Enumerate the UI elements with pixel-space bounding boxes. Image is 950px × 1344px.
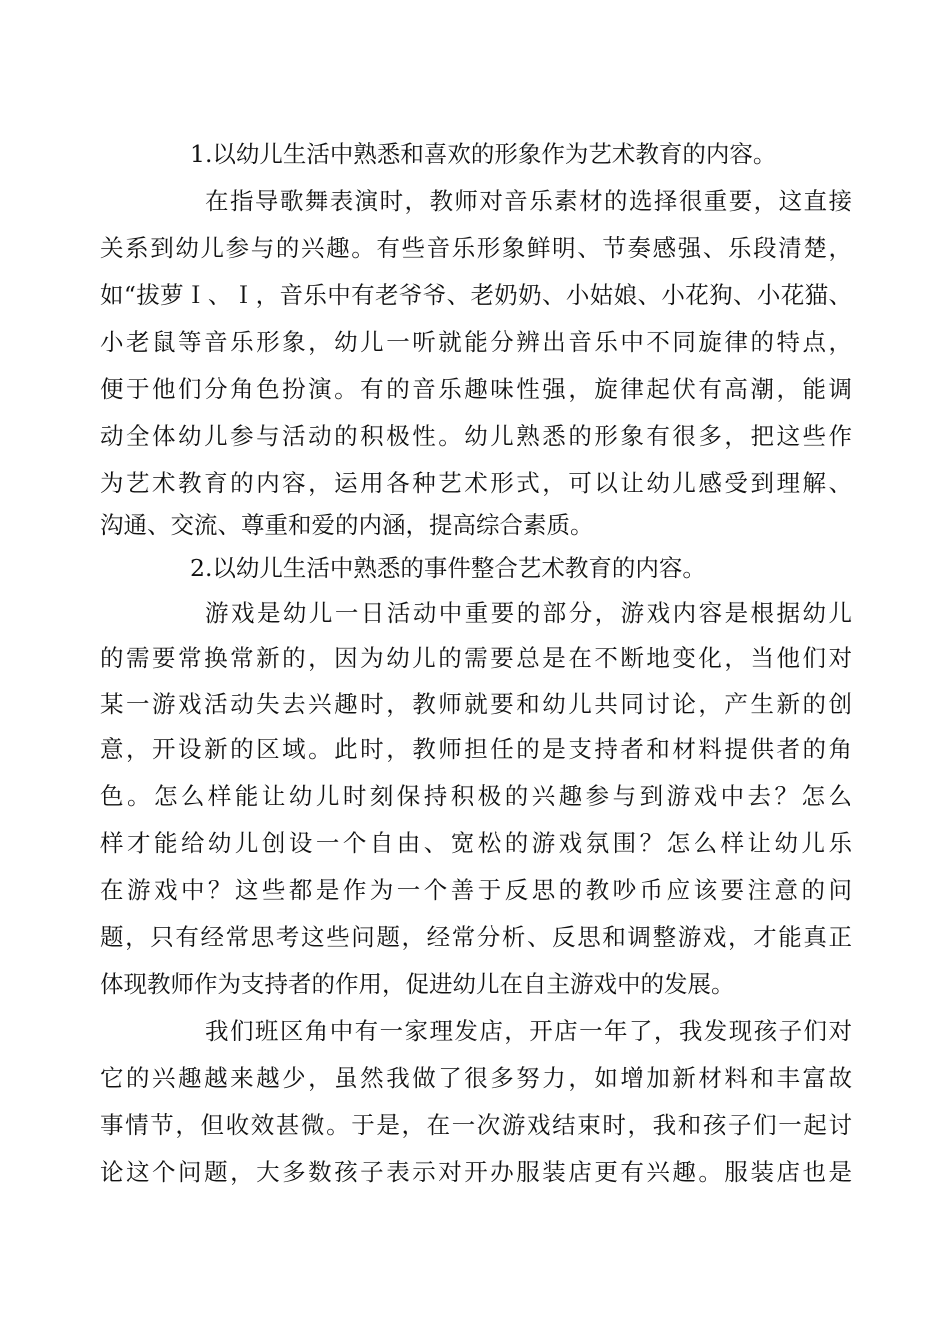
paragraph-2-line-3: 某一游戏活动失去兴趣时，教师就要和幼儿共同讨论，产生新的创 <box>100 690 852 718</box>
paragraph-2-line-4: 意，开设新的区域。此时，教师担任的是支持者和材料提供者的角 <box>100 735 852 763</box>
paragraph-2-line-9: 体现教师作为支持者的作用，促进幼儿在自主游戏中的发展。 <box>100 970 735 998</box>
section-heading-2: 2.以幼儿生活中熟悉的事件整合艺术教育的内容。 <box>190 554 706 582</box>
paragraph-1-line-7: 为艺术教育的内容，运用各种艺术形式，可以让幼儿感受到理解、 <box>100 469 852 497</box>
paragraph-2-line-1: 游戏是幼儿一日活动中重要的部分，游戏内容是根据幼儿 <box>205 599 852 627</box>
paragraph-1-line-1: 在指导歌舞表演时，教师对音乐素材的选择很重要，这直接 <box>205 187 852 215</box>
section-heading-1: 1.以幼儿生活中熟悉和喜欢的形象作为艺术教育的内容。 <box>190 140 777 168</box>
paragraph-1-line-3: 如“拔萝Ｉ、Ｉ，音乐中有老爷爷、老奶奶、小姑娘、小花狗、小花猫、 <box>100 281 852 309</box>
paragraph-2-line-8: 题，只有经常思考这些问题，经常分析、反思和调整游戏，才能真正 <box>100 923 852 951</box>
paragraph-2-line-5: 色。怎么样能让幼儿时刻保持积极的兴趣参与到游戏中去？怎么 <box>100 782 852 810</box>
paragraph-3-line-2: 它的兴趣越来越少，虽然我做了很多努力，如增加新材料和丰富故 <box>100 1064 852 1092</box>
paragraph-2-line-7: 在游戏中？这些都是作为一个善于反思的教吵币应该要注意的问 <box>100 876 852 904</box>
paragraph-1-line-5: 便于他们分角色扮演。有的音乐趣味性强，旋律起伏有高潮，能调 <box>100 375 852 403</box>
paragraph-3-line-1: 我们班区角中有一家理发店，开店一年了，我发现孩子们对 <box>205 1017 852 1045</box>
paragraph-1-line-4: 小老鼠等音乐形象，幼儿一听就能分辨出音乐中不同旋律的特点， <box>100 328 852 356</box>
paragraph-3-line-4: 论这个问题，大多数孩子表示对开办服装店更有兴趣。服装店也是 <box>100 1158 852 1186</box>
paragraph-1-line-6: 动全体幼儿参与活动的积极性。幼儿熟悉的形象有很多，把这些作 <box>100 422 852 450</box>
paragraph-1-line-8: 沟通、交流、尊重和爱的内涵，提高综合素质。 <box>100 511 594 539</box>
paragraph-2-line-6: 样才能给幼儿创设一个自由、宽松的游戏氛围？怎么样让幼儿乐 <box>100 829 852 857</box>
paragraph-3-line-3: 事情节，但收效甚微。于是，在一次游戏结束时，我和孩子们一起讨 <box>100 1111 852 1139</box>
paragraph-1-line-2: 关系到幼儿参与的兴趣。有些音乐形象鲜明、节奏感强、乐段清楚， <box>100 234 852 262</box>
paragraph-2-line-2: 的需要常换常新的，因为幼儿的需要总是在不断地变化，当他们对 <box>100 644 852 672</box>
